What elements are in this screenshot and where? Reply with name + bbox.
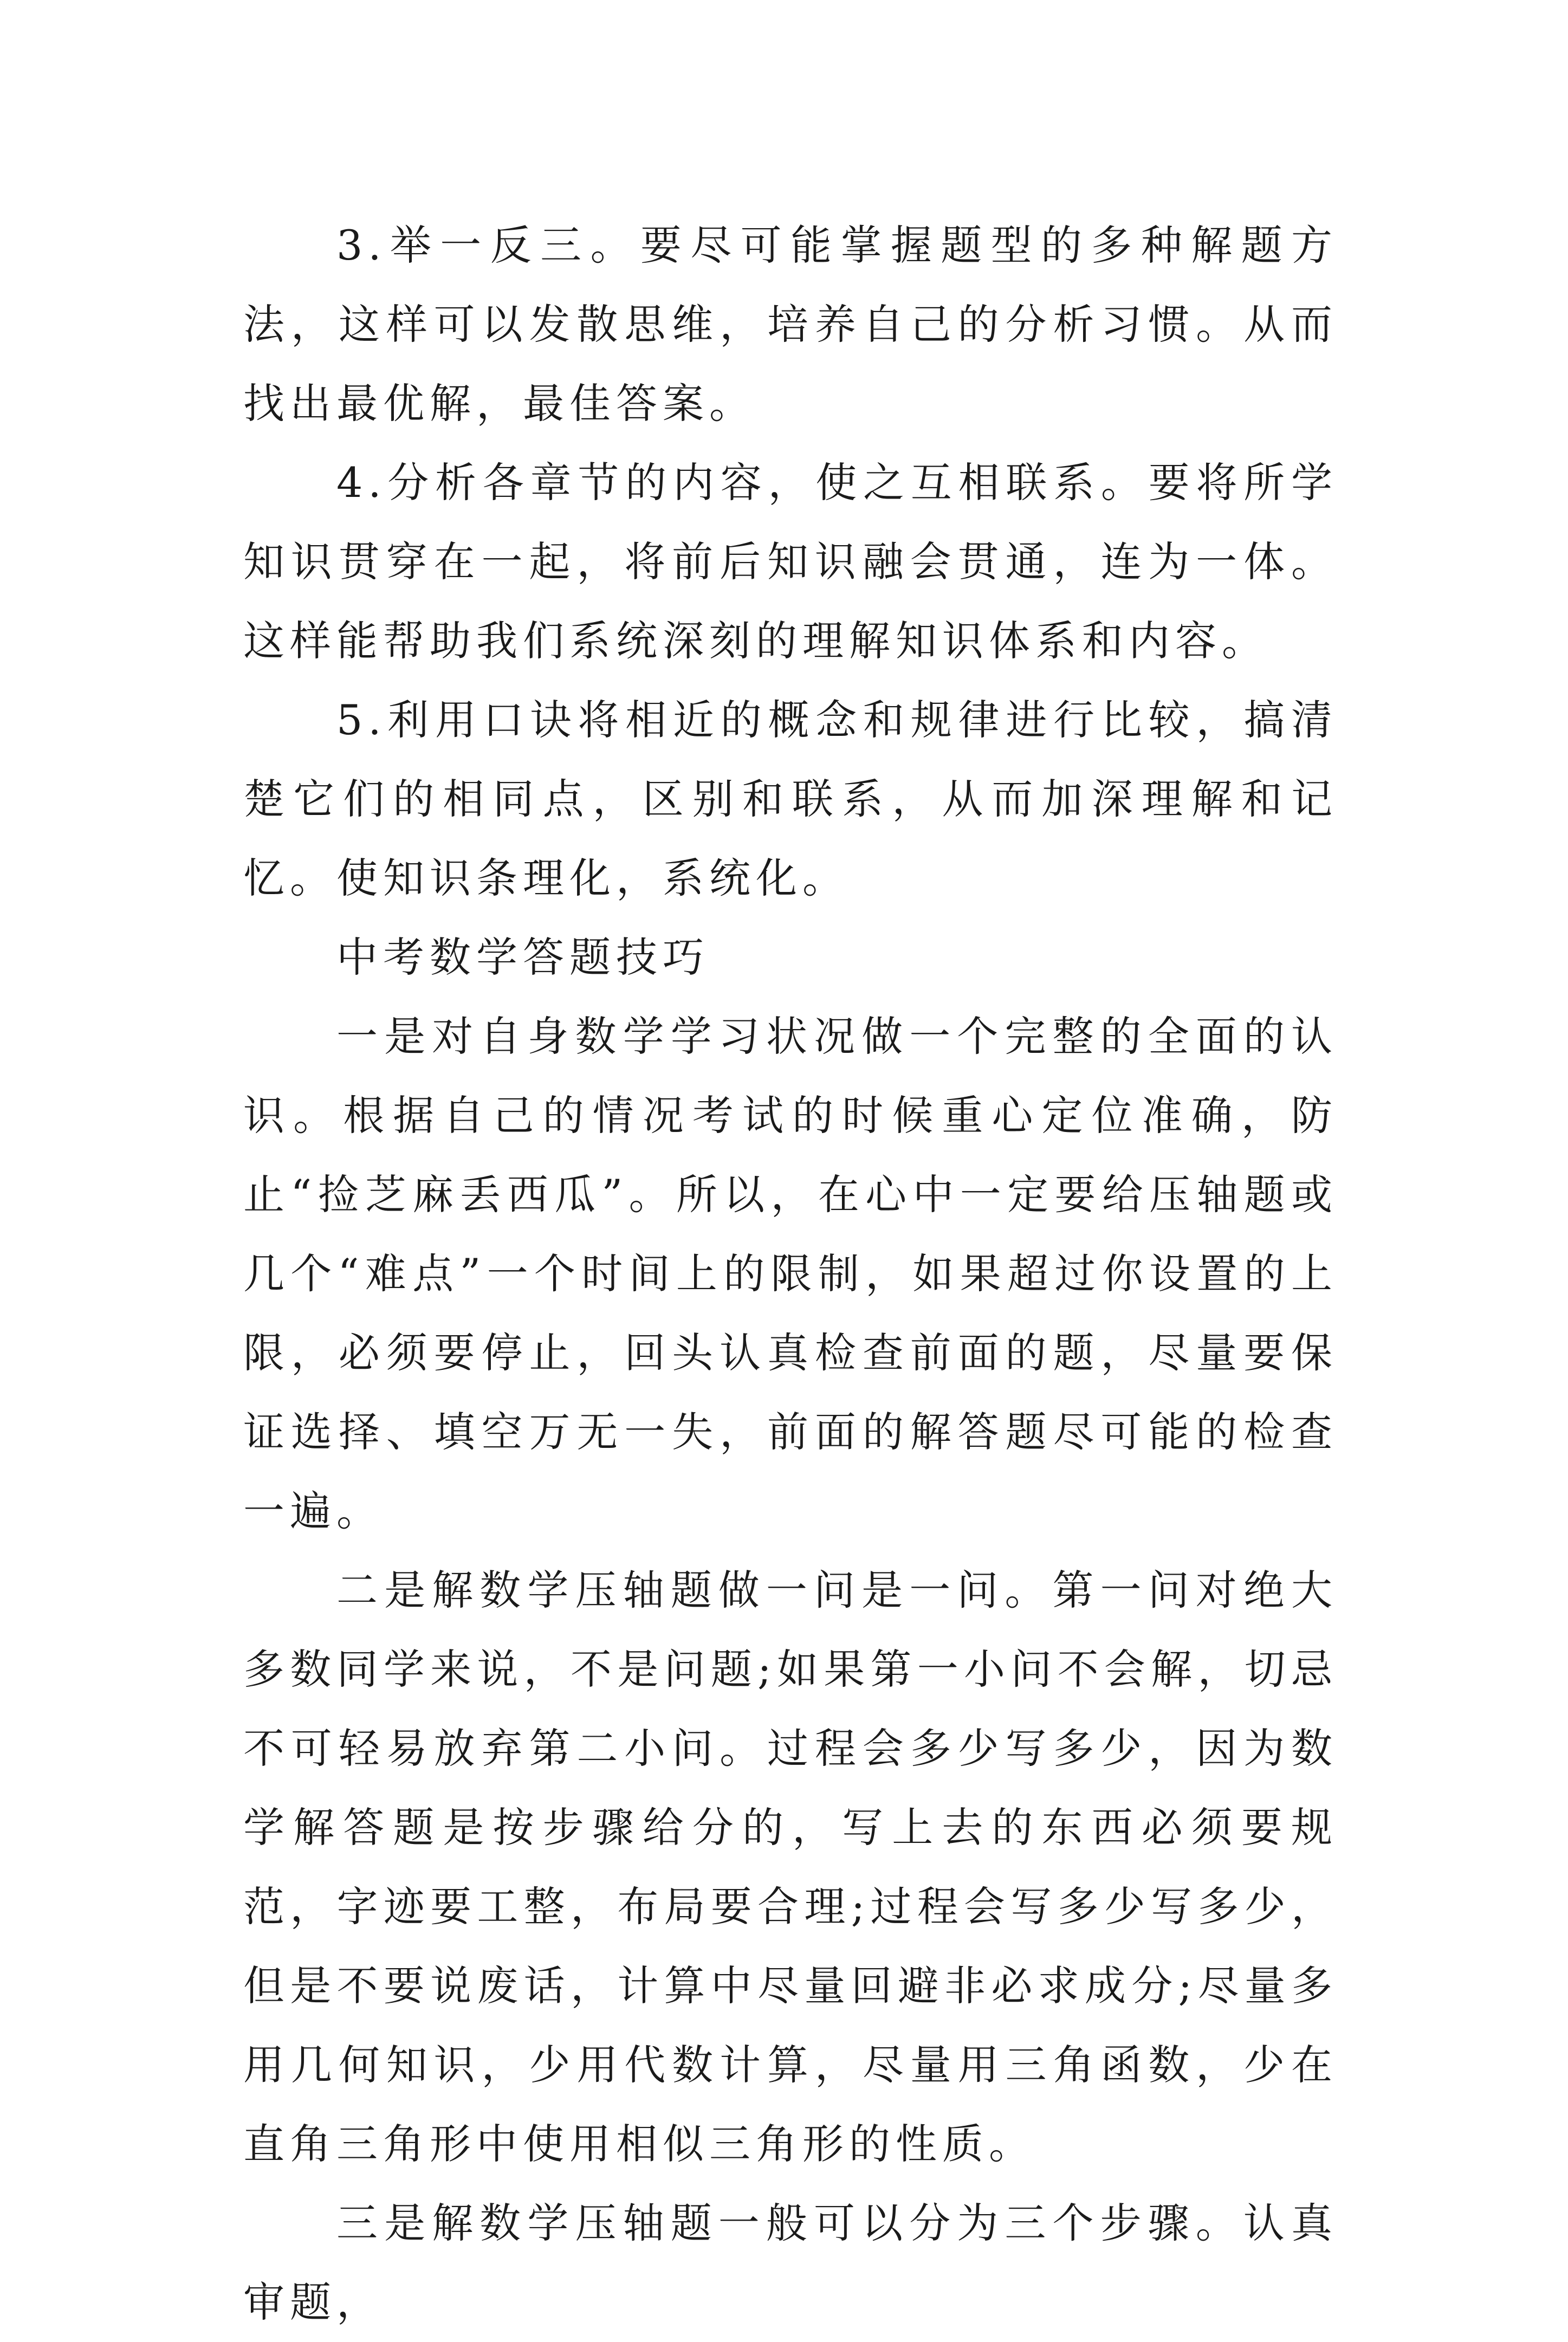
paragraph-second: 二是解数学压轴题做一问是一问。第一问对绝大多数同学来说，不是问题;如果第一小问不会解，切忌不可轻易放弃第二小问。过程会多少写多少，因为数学解答题是按步骤给分的，写上去的东西必须要规范，字迹要工整，布局要合理;过程会写多少写多少，但是不要说废话，计算中尽量回避非必求成分;尽量多用几何知识，少用代数计算，尽量用三角函数，少在直角三角形中使用相似三角形的性质。	[243, 1566, 1338, 2168]
document-body	[243, 206, 1338, 2342]
paragraph-tip-5: 5.利用口诀将相近的概念和规律进行比较，搞清楚它们的相同点，区别和联系，从而加深理解和记忆。使知识条理化，系统化。	[243, 696, 1338, 902]
paragraph-tip-4: 4.分析各章节的内容，使之互相联系。要将所学知识贯穿在一起，将前后知识融会贯通，连为一体。这样能帮助我们系统深刻的理解知识体系和内容。	[243, 458, 1338, 665]
paragraph-first: 一是对自身数学学习状况做一个完整的全面的认识。根据自己的情况考试的时候重心定位准确，防止“捡芝麻丢西瓜”。所以，在心中一定要给压轴题或几个“难点”一个时间上的限制，如果超过你设置的上限，必须要停止，回头认真检查前面的题，尽量要保证选择、填空万无一失，前面的解答题尽可能的检查一遍。	[243, 1012, 1338, 1535]
paragraph-tip-3: 3.举一反三。要尽可能掌握题型的多种解题方法，这样可以发散思维，培养自己的分析习惯。从而找出最优解，最佳答案。	[243, 221, 1338, 428]
section-heading: 中考数学答题技巧	[336, 933, 709, 981]
paragraph-third: 三是解数学压轴题一般可以分为三个步骤。认真审题，	[243, 2199, 1338, 2326]
